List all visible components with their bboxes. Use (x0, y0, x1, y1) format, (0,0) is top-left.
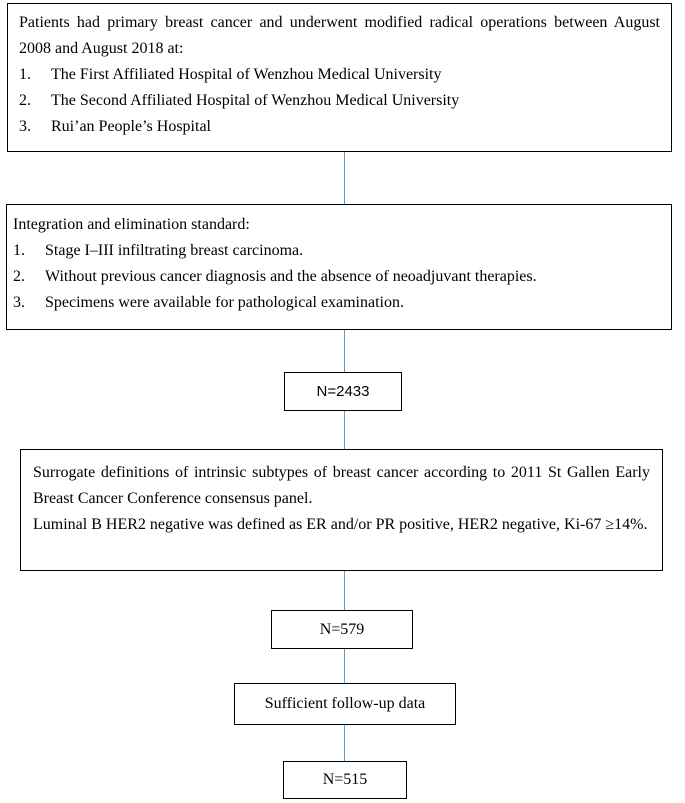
count-1-label: N=2433 (316, 383, 370, 400)
luminal-b-definition-text: Luminal B HER2 negative was defined as ER and/or PR positive, HER2 negative, Ki-67 ≥14%. (33, 516, 648, 533)
criteria-item-2-text: Without previous cancer diagnosis and the absence of neoadjuvant therapies. (45, 268, 537, 285)
count-box-1 (284, 372, 402, 411)
criteria-item-3 (13, 290, 665, 316)
criteria-item-3-text: Specimens were available for pathological examination. (45, 294, 404, 311)
connector-4 (344, 571, 345, 610)
hospital-item-3-num: 3. (19, 118, 31, 135)
hospital-item-3-text: Rui’an People’s Hospital (51, 118, 211, 135)
hospital-item-1-num: 1. (19, 66, 31, 83)
criteria-item-1-text: Stage I–III infiltrating breast carcinoma. (45, 242, 304, 259)
patient-source-intro: Patients had primary breast cancer and underwent modified radical operations between August 2008 and August 2018 at: (19, 14, 660, 57)
connector-2 (344, 330, 345, 372)
count-2-label: N=579 (319, 620, 365, 638)
criteria-item-1-num: 1. (13, 242, 25, 259)
criteria-item-1 (13, 238, 665, 264)
criteria-item-3-num: 3. (13, 294, 25, 311)
criteria-item-2-num: 2. (13, 268, 25, 285)
connector-6 (344, 725, 345, 761)
count-3-label: N=515 (322, 771, 368, 788)
subtype-definition-text: Surrogate definitions of intrinsic subtypes of breast cancer according to 2011 St Gallen Early Breast Cancer Conference consensus panel. (33, 464, 650, 507)
criteria-item-2 (13, 264, 665, 290)
hospital-item-1-text: The First Affiliated Hospital of Wenzhou Medical University (51, 66, 442, 83)
followup-box (234, 683, 456, 725)
connector-1 (344, 152, 345, 204)
box-patient-source (7, 3, 672, 152)
hospital-item-3 (19, 114, 660, 140)
count-box-3 (283, 761, 407, 799)
hospital-item-1 (19, 62, 660, 88)
count-box-2 (271, 610, 413, 649)
connector-3 (344, 411, 345, 449)
followup-label: Sufficient follow-up data (264, 695, 426, 712)
box-subtype-definition (20, 449, 663, 571)
hospital-item-2 (19, 88, 660, 114)
box-inclusion-criteria (6, 204, 672, 330)
inclusion-title: Integration and elimination standard: (13, 216, 250, 233)
hospital-item-2-text: The Second Affiliated Hospital of Wenzhou Medical University (51, 92, 460, 109)
hospital-item-2-num: 2. (19, 92, 31, 109)
connector-5 (344, 649, 345, 683)
